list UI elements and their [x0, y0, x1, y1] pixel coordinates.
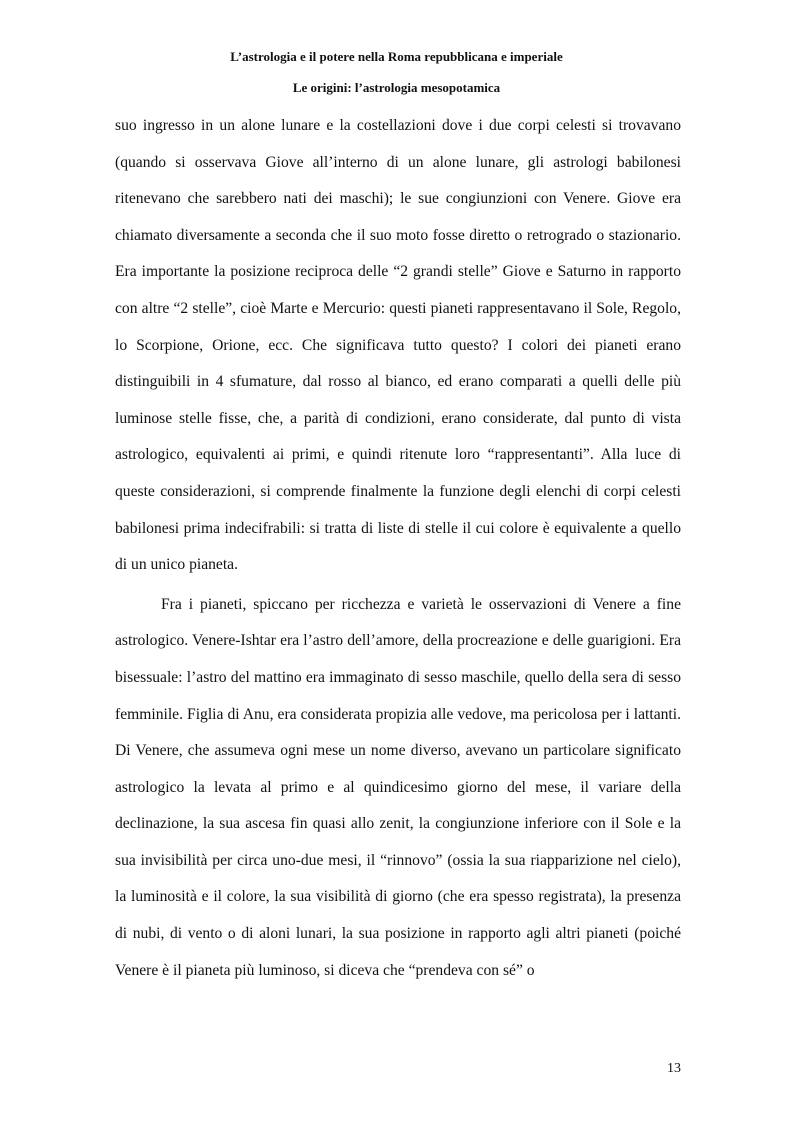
- running-header-chapter-title: Le origini: l’astrologia mesopotamica: [292, 80, 501, 95]
- paragraph-continuation: suo ingresso in un alone lunare e la costellazioni dove i due corpi celesti si trovavano (quando si osservava Giove all’interno di un alone lunare, gli astrologi babilonesi ritenevano che sarebbero nati dei maschi); le sue congiunzioni con Venere. Giove era chiamato diversamente a seconda che il suo moto fosse diretto o retrogrado o stazionario. Era importante la posizione reciproca delle “2 grandi stelle” Giove e Saturno in rapporto con altre “2 stelle”, cioè Marte e Mercurio: questi pianeti rappresentavano il Sole, Regolo, lo Scorpione, Orione, ecc. Che significava tutto questo? I colori dei pianeti erano distinguibili in 4 sfumature, dal rosso al bianco, ed erano comparati a quelli delle più luminose stelle fisse, che, a parità di condizioni, erano considerate, dal punto di vista astrologico, equivalenti ai primi, e quindi ritenute loro “rappresentanti”. Alla luce di queste considerazioni, si comprende finalmente la funzione degli elenchi di corpi celesti babilonesi prima indecifrabili: si tratta di liste di stelle il cui colore è equivalente a quello di un unico pianeta.: [115, 117, 681, 574]
- body-text: [115, 108, 681, 989]
- running-header-book-title: L’astrologia e il potere nella Roma repubblicana e imperiale: [230, 49, 563, 64]
- paragraph-venus: Fra i pianeti, spiccano per ricchezza e varietà le osservazioni di Venere a fine astrologico. Venere-Ishtar era l’astro dell’amore, della procreazione e delle guarigioni. Era bisessuale: l’astro del mattino era immaginato di sesso maschile, quello della sera di sesso femminile. Figlia di Anu, era considerata propizia alle vedove, ma pericolosa per i lattanti. Di Venere, che assumeva ogni mese un nome diverso, avevano un particolare significato astrologico la levata al primo e al quindicesimo giorno del mese, il variare della declinazione, la sua ascesa fin quasi allo zenit, la congiunzione inferiore con il Sole e la sua invisibilità per circa uno-due mesi, il “rinnovo” (ossia la sua riapparizione nel cielo), la luminosità e il colore, la sua visibilità di giorno (che era spesso registrata), la presenza di nubi, di vento o di aloni lunari, la sua posizione in rapporto agli altri pianeti (poiché Venere è il pianeta più luminoso, si diceva che “prendeva con sé” o: [115, 595, 681, 979]
- page-number: 13: [667, 1061, 681, 1076]
